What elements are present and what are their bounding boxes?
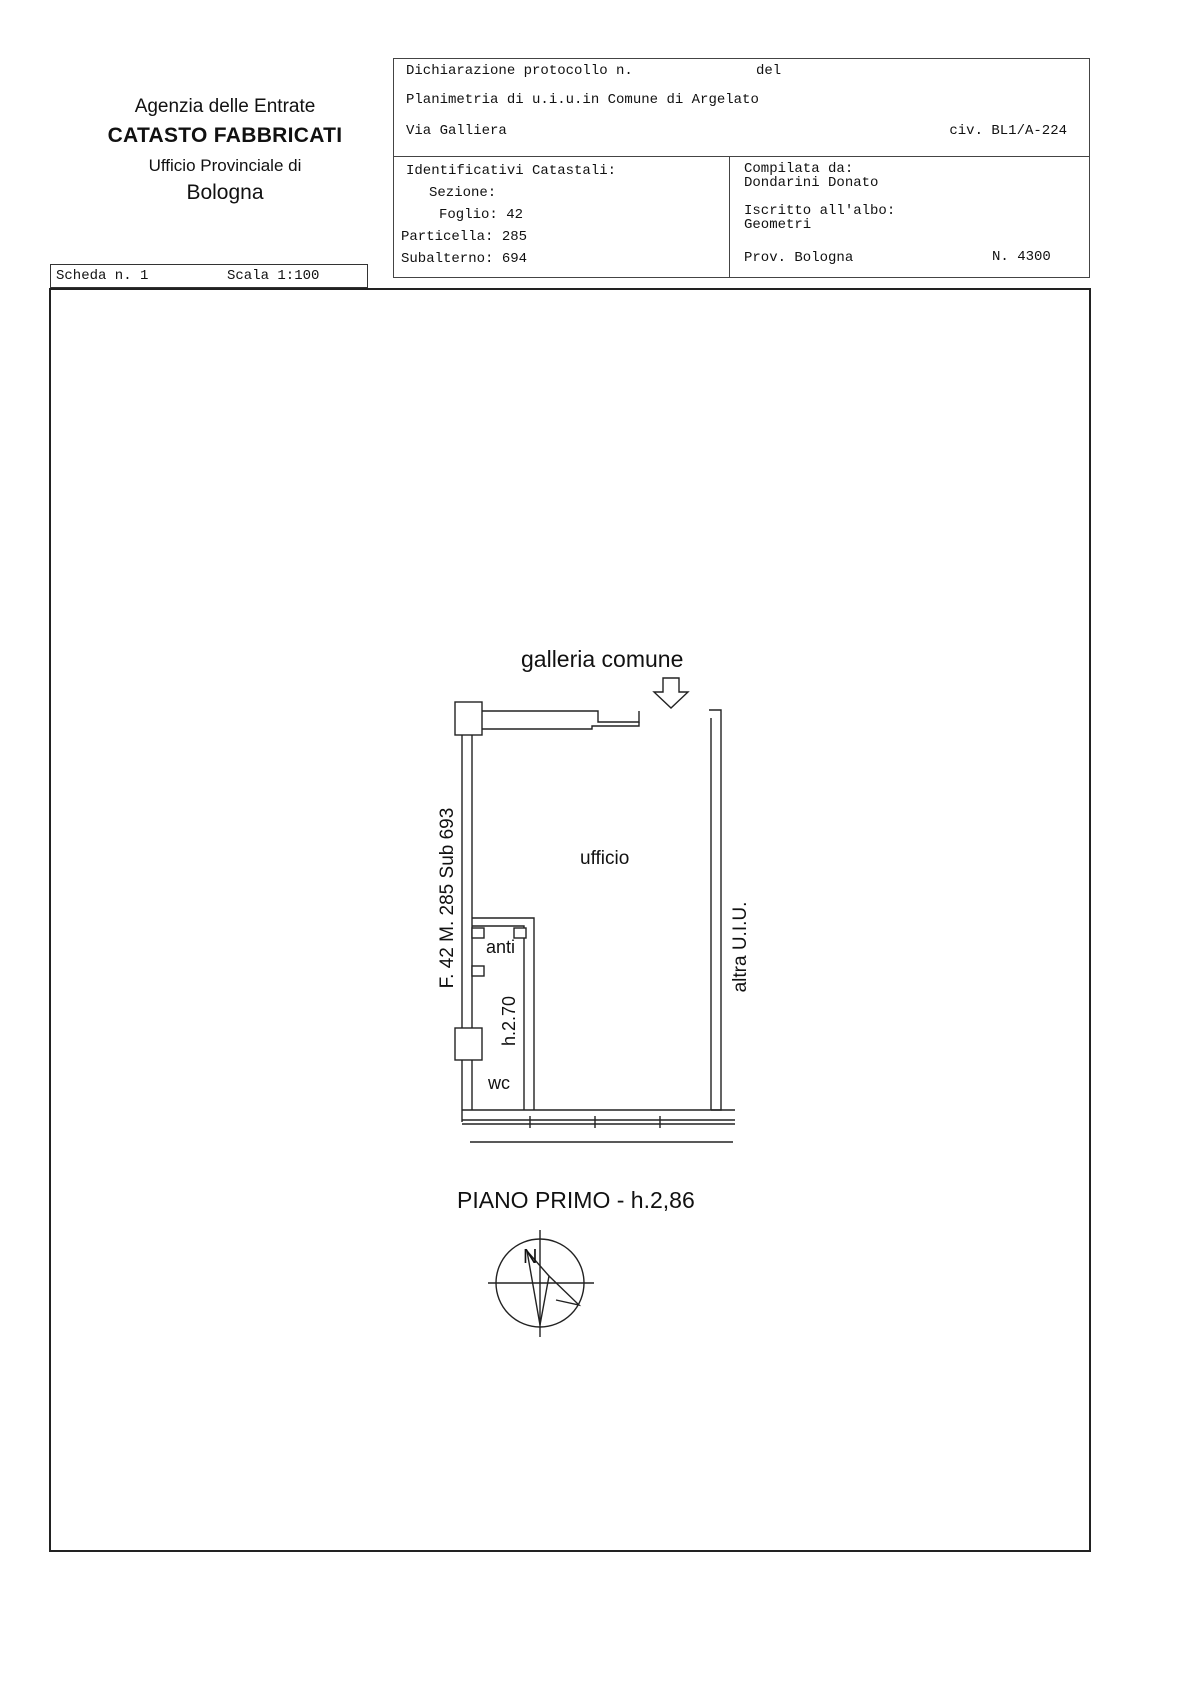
protocol-label: Dichiarazione protocollo n.: [406, 63, 633, 79]
civ-text: civ. BL1/A-224: [949, 123, 1067, 139]
left-neighbor-label: F. 42 M. 285 Sub 693: [437, 807, 458, 989]
galleria-label: galleria comune: [521, 646, 684, 672]
numero-albo: N. 4300: [992, 249, 1051, 265]
compilata-label: Compilata da:: [744, 161, 854, 177]
catasto-title: CATASTO FABBRICATI: [107, 124, 343, 147]
anti-room-label: anti: [486, 937, 516, 957]
pillar-top-left: [455, 702, 482, 735]
planimetria-text: Planimetria di u.i.u.in Comune di Argelato: [406, 92, 759, 108]
floor-caption: PIANO PRIMO - h.2,86: [457, 1187, 695, 1213]
particella-field: Particella: 285: [401, 229, 528, 245]
scala-label: Scala 1:100: [227, 268, 320, 284]
ufficio-room-label: ufficio: [580, 848, 630, 869]
via-text: Via Galliera: [406, 123, 507, 139]
identificativi-label: Identificativi Catastali:: [406, 163, 617, 179]
door-jamb-1: [472, 928, 484, 938]
sezione-field: Sezione:: [429, 185, 497, 201]
entrance-arrow-icon: [654, 678, 688, 708]
protocol-del: del: [756, 63, 782, 79]
scheda-number: Scheda n. 1: [56, 268, 149, 284]
compilata-name: Dondarini Donato: [744, 175, 879, 191]
subalterno-field: Subalterno: 694: [401, 251, 528, 267]
iscritto-label: Iscritto all'albo:: [744, 203, 896, 219]
province-name: Bologna: [186, 181, 264, 204]
provincia-field: Prov. Bologna: [744, 250, 854, 266]
ufficio-label: Ufficio Provinciale di: [148, 156, 302, 175]
top-wall-inner: [482, 722, 639, 729]
compass-needle-tail-icon: [549, 1276, 579, 1305]
iscritto-value: Geometri: [744, 217, 812, 233]
pillar-left-lower: [455, 1028, 482, 1060]
compass-north-label: N: [523, 1246, 538, 1268]
door-jamb-2: [472, 966, 484, 976]
right-neighbor-label: altra U.I.U.: [730, 901, 751, 993]
agency-name: Agenzia delle Entrate: [134, 96, 316, 117]
foglio-field: Foglio: 42: [439, 207, 524, 223]
wc-height-label: h.2.70: [499, 995, 519, 1047]
wc-room-label: wc: [488, 1073, 510, 1093]
top-wall: [482, 711, 639, 722]
door-jamb-3: [514, 928, 526, 938]
